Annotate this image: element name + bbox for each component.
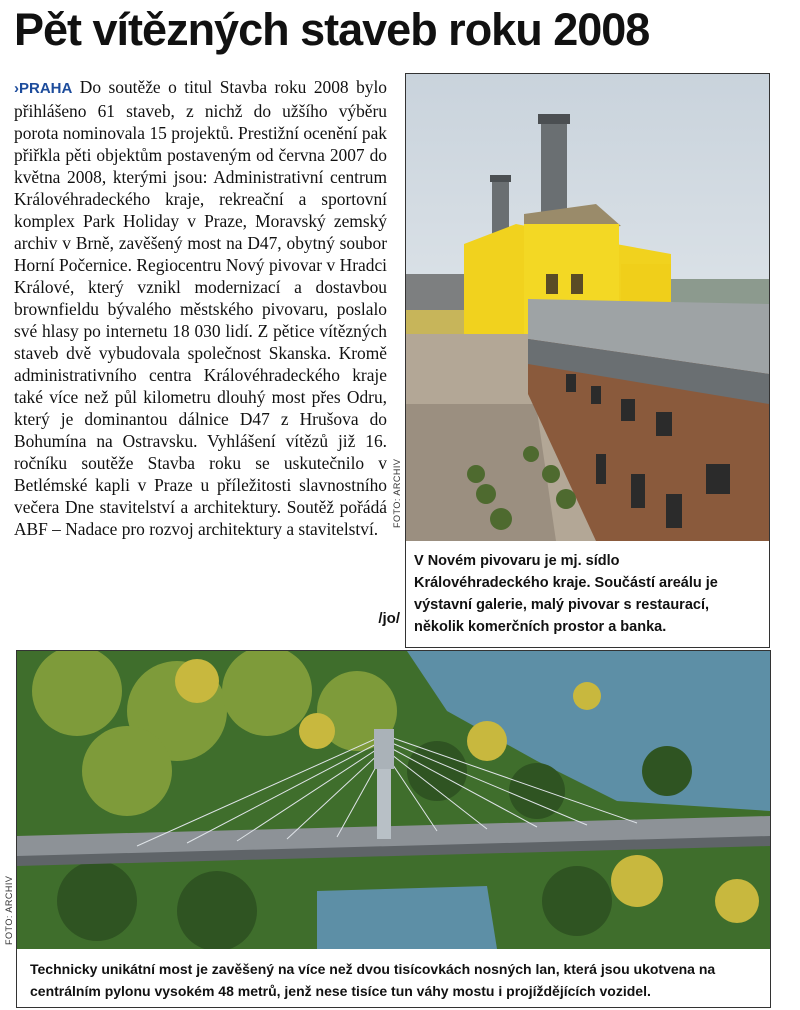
photo-bottom-credit: FOTO: ARCHIV xyxy=(4,875,14,945)
author-signature: /jo/ xyxy=(378,610,400,627)
photo-brewery xyxy=(406,74,769,541)
brewery-image xyxy=(406,74,769,541)
dateline: PRAHA xyxy=(19,80,73,97)
dateline-marker-icon: › xyxy=(14,80,19,97)
headline: Pět vítězných staveb roku 2008 xyxy=(14,4,650,55)
bridge-image xyxy=(17,651,770,949)
photo-bottom-caption: Technicky unikátní most je zavěšený na více než dvou tisícovkách nosných lan, která jsou ukotvena na centrálním pylonu vysokém 48 metrů, jenž nese tisíce tun váhy mostu i projíždějících vozidel. xyxy=(30,961,716,999)
article-body-column xyxy=(14,76,387,540)
article-text: Do soutěže o titul Stavba roku 2008 bylo přihlášeno 61 staveb, z nichž do užšího výběru porota nominovala 15 projektů. Prestižní ocenění pak přiřkla pěti objektům postaveným od června 2007 do května 2008, kterými jsou: Administrativní centrum Královéhradeckého kraje, rekreační a sportovní komplex Park Holiday v Praze, Moravský zemský archiv v Brně, zavěšený most na D47, obytný soubor Horní Počernice. Regiocentru Nový pivovar v Hradci Králové, který vznikl modernizací a dostavbou brownfieldu bývalého městského pivovaru, poslalo své hlasy po internetu 18 030 lidí. Z pětice vítězných staveb dvě vybudovala společnost Skanska. Kromě administrativního centra Královéhradeckého kraje také více než půl kilometru dlouhý most přes Odru, který je dominantou dálnice D47 z Hrušova do Bohumína na Ostravsku. Vyhlášení vítězů již 16. ročníku soutěže Stavba roku se uskutečnilo v Betlémské kapli v Praze u příležitosti slavnostního večera Dne stavitelství a architektury. Soutěž pořádá ABF – Nadace pro rozvoj architektury a stavitelství. xyxy=(14,77,387,539)
photo-bridge xyxy=(17,651,770,949)
photo-top-caption: V Novém pivovaru je mj. sídlo Královéhradeckého kraje. Součástí areálu je výstavní galerie, malý pivovar s restaurací, několik komerčních prostor a banka. xyxy=(414,553,718,635)
photo-top-credit: FOTO: ARCHIV xyxy=(392,458,402,528)
